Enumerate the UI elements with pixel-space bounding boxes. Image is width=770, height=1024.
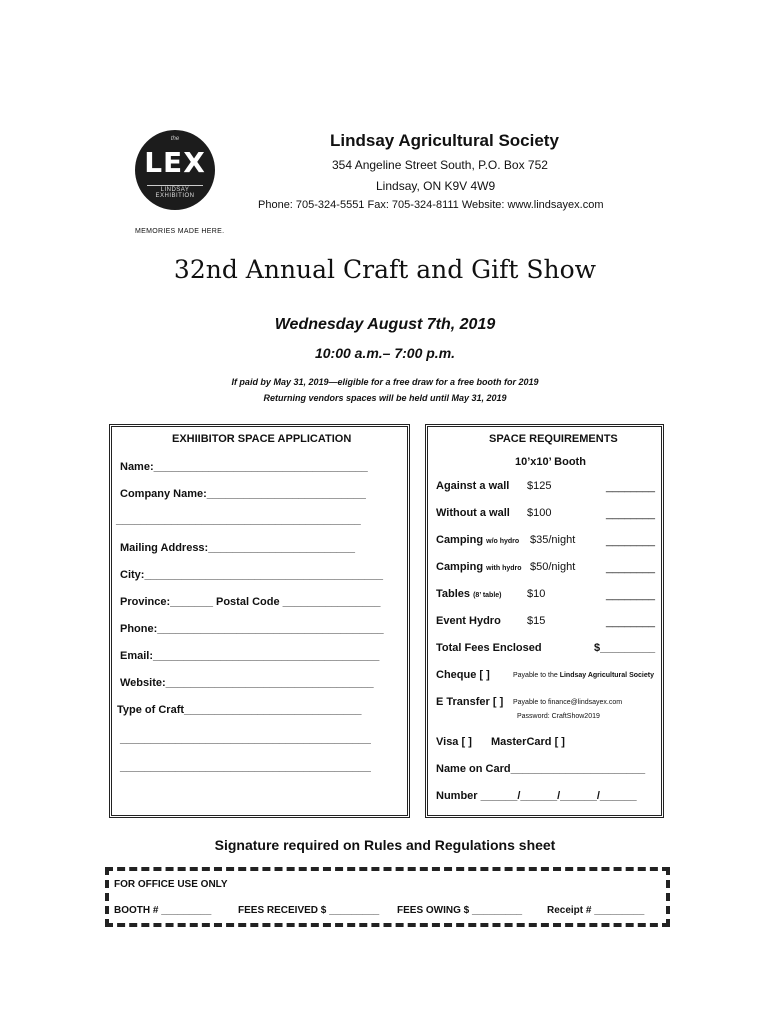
space-item-price: $100 <box>527 507 552 519</box>
name-field[interactable]: Name:___________________________________ <box>120 461 368 473</box>
fees-received-field[interactable]: FEES RECEIVED $ _________ <box>238 905 380 916</box>
etransfer-checkbox[interactable]: E Transfer [ ] <box>436 696 504 708</box>
space-item-label: Camping w/o hydro <box>436 534 520 546</box>
craft-extra-line-2[interactable]: _________________________________________ <box>120 761 371 773</box>
total-fees-label: Total Fees Enclosed <box>436 642 542 654</box>
company-name-field[interactable]: Company Name:__________________________ <box>120 488 366 500</box>
email-field[interactable]: Email:_____________________________________ <box>120 650 380 662</box>
lex-logo <box>135 130 215 210</box>
city-field[interactable]: City:_______________________________________ <box>120 569 384 581</box>
total-fees-field[interactable]: $_________ <box>594 642 656 654</box>
space-item-blank[interactable]: ________ <box>606 481 655 493</box>
logo-subtext: LINDSAY EXHIBITION <box>147 185 203 199</box>
signature-note: Signature required on Rules and Regulations sheet <box>214 837 556 853</box>
application-header: EXHIIBITOR SPACE APPLICATION <box>172 433 352 445</box>
mailing-address-field[interactable]: Mailing Address:________________________ <box>120 542 356 554</box>
type-of-craft-field[interactable]: Type of Craft_____________________________ <box>117 704 362 716</box>
receipt-number-field[interactable]: Receipt # _________ <box>547 905 645 916</box>
name-on-card-field[interactable]: Name on Card______________________ <box>436 763 646 775</box>
visa-checkbox[interactable]: Visa [ ] <box>436 736 472 748</box>
event-title: 32nd Annual Craft and Gift Show <box>173 255 597 284</box>
space-item-blank[interactable]: ________ <box>606 589 655 601</box>
event-date: Wednesday August 7th, 2019 <box>274 316 496 333</box>
event-note-2: Returning vendors spaces will be held until May 31, 2019 <box>263 393 507 403</box>
fees-owing-field[interactable]: FEES OWING $ _________ <box>397 905 523 916</box>
org-name: Lindsay Agricultural Society <box>330 131 559 150</box>
cheque-checkbox[interactable]: Cheque [ ] <box>436 669 490 681</box>
event-note-1: If paid by May 31, 2019—eligible for a free draw for a free booth for 2019 <box>231 377 539 387</box>
space-item-label: Without a wall <box>436 507 510 519</box>
exhibitor-application-box <box>109 424 410 818</box>
booth-number-field[interactable]: BOOTH # _________ <box>114 905 212 916</box>
postal-code-field[interactable]: Postal Code ________________ <box>216 596 381 608</box>
logo-tagline: MEMORIES MADE HERE. <box>135 228 225 235</box>
mastercard-checkbox[interactable]: MasterCard [ ] <box>491 736 565 748</box>
space-item-blank[interactable]: ________ <box>606 562 655 574</box>
space-item-price: $10 <box>527 588 546 600</box>
space-item-price: $15 <box>527 615 546 627</box>
space-header: SPACE REQUIREMENTS <box>489 433 618 445</box>
booth-size: 10’x10’ Booth <box>515 456 586 468</box>
address-line-2: Lindsay, ON K9V 4W9 <box>376 179 496 193</box>
etransfer-note: Payable to finance@lindsayex.com <box>513 699 623 706</box>
space-item-price: $50/night <box>530 561 576 573</box>
contact-line: Phone: 705-324-5551 Fax: 705-324-8111 Website: www.lindsayex.com <box>258 199 604 211</box>
office-use-header: FOR OFFICE USE ONLY <box>114 879 228 890</box>
space-item-blank[interactable]: ________ <box>606 616 655 628</box>
phone-field[interactable]: Phone:_____________________________________ <box>120 623 384 635</box>
cheque-note: Payable to the Lindsay Agricultural Society <box>513 672 654 679</box>
card-number-field[interactable]: Number ______/______/______/______ <box>436 790 637 802</box>
space-item-blank[interactable]: ________ <box>606 508 655 520</box>
space-item-label: Event Hydro <box>436 615 501 627</box>
space-item-label: Against a wall <box>436 480 510 492</box>
event-time: 10:00 a.m.– 7:00 p.m. <box>314 345 456 361</box>
space-item-price: $35/night <box>530 534 576 546</box>
space-item-label: Tables (8’ table) <box>436 588 502 600</box>
province-field[interactable]: Province:_______ <box>120 596 213 608</box>
address-line-1: 354 Angeline Street South, P.O. Box 752 <box>332 158 548 172</box>
space-item-label: Camping with hydro <box>436 561 522 573</box>
logo-text: LEX <box>144 146 206 179</box>
space-item-blank[interactable]: ________ <box>606 535 655 547</box>
space-item-price: $125 <box>527 480 552 492</box>
logo-top-text: the <box>170 136 180 142</box>
company-name-continued-field[interactable]: ________________________________________ <box>116 514 361 526</box>
etransfer-password: Password: CraftShow2019 <box>517 713 600 720</box>
website-field[interactable]: Website:__________________________________ <box>120 677 374 689</box>
office-use-box <box>105 867 670 927</box>
craft-extra-line-1[interactable]: _________________________________________ <box>120 733 371 745</box>
